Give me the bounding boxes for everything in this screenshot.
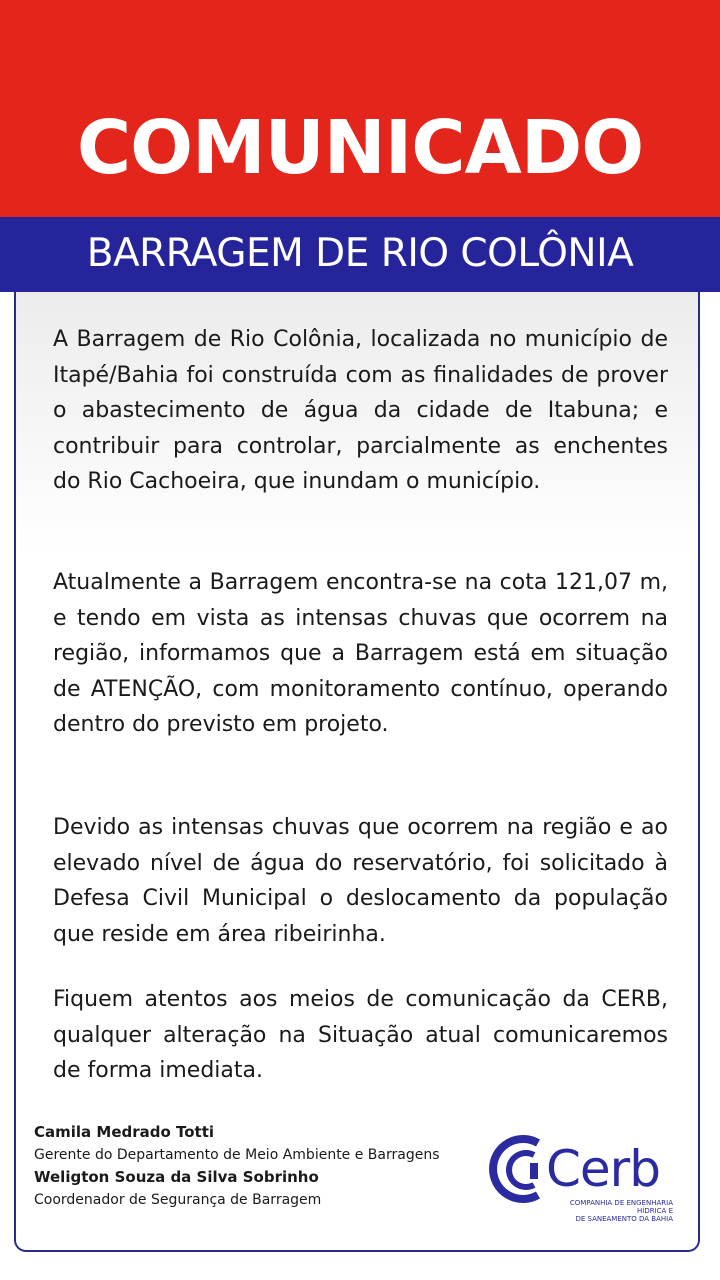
- logo-tagline: [548, 1199, 673, 1223]
- page-subtitle: BARRAGEM DE RIO COLÔNIA: [86, 231, 634, 276]
- cerb-logo: [486, 1133, 676, 1223]
- signature-role-1: Gerente do Departamento de Meio Ambiente e Barragens: [34, 1147, 440, 1163]
- paragraph-4: Fiquem atentos aos meios de comunicação da CERB, qualquer alteração na Situação atual comunicaremos de forma imediata.: [53, 987, 668, 1083]
- signature-name-2: Weligton Souza da Silva Sobrinho: [34, 1168, 319, 1186]
- paragraph-2: Atualmente a Barragem encontra-se na cota 121,07 m, e tendo em vista as intensas chuvas que ocorrem na região, informamos que a Barragem está em situação de ATENÇÃO, com monitoramento contínuo, operando dentro do previsto em projeto.: [53, 570, 668, 737]
- paragraph-1: A Barragem de Rio Colônia, localizada no município de Itapé/Bahia foi construída com as finalidades de prover o abastecimento de água da cidade de Itabuna; e contribuir para controlar, parcialmente as enchentes do Rio Cachoeira, que inundam o município.: [53, 327, 668, 494]
- logo-tagline-line-2: DE SANEAMENTO DA BAHIA: [575, 1215, 673, 1223]
- signature-role-2: Coordenador de Segurança de Barragem: [34, 1192, 322, 1208]
- page-title: COMUNICADO: [76, 105, 644, 191]
- logo-tagline-line-1: COMPANHIA DE ENGENHARIA HÍDRICA E: [569, 1199, 673, 1215]
- logo-name: Cerb: [546, 1140, 660, 1198]
- signature-name-1: Camila Medrado Totti: [34, 1123, 215, 1141]
- paragraph-3: Devido as intensas chuvas que ocorrem na região e ao elevado nível de água do reservatório, foi solicitado à Defesa Civil Municipal o deslocamento da população que reside em área ribeirinha.: [53, 815, 668, 947]
